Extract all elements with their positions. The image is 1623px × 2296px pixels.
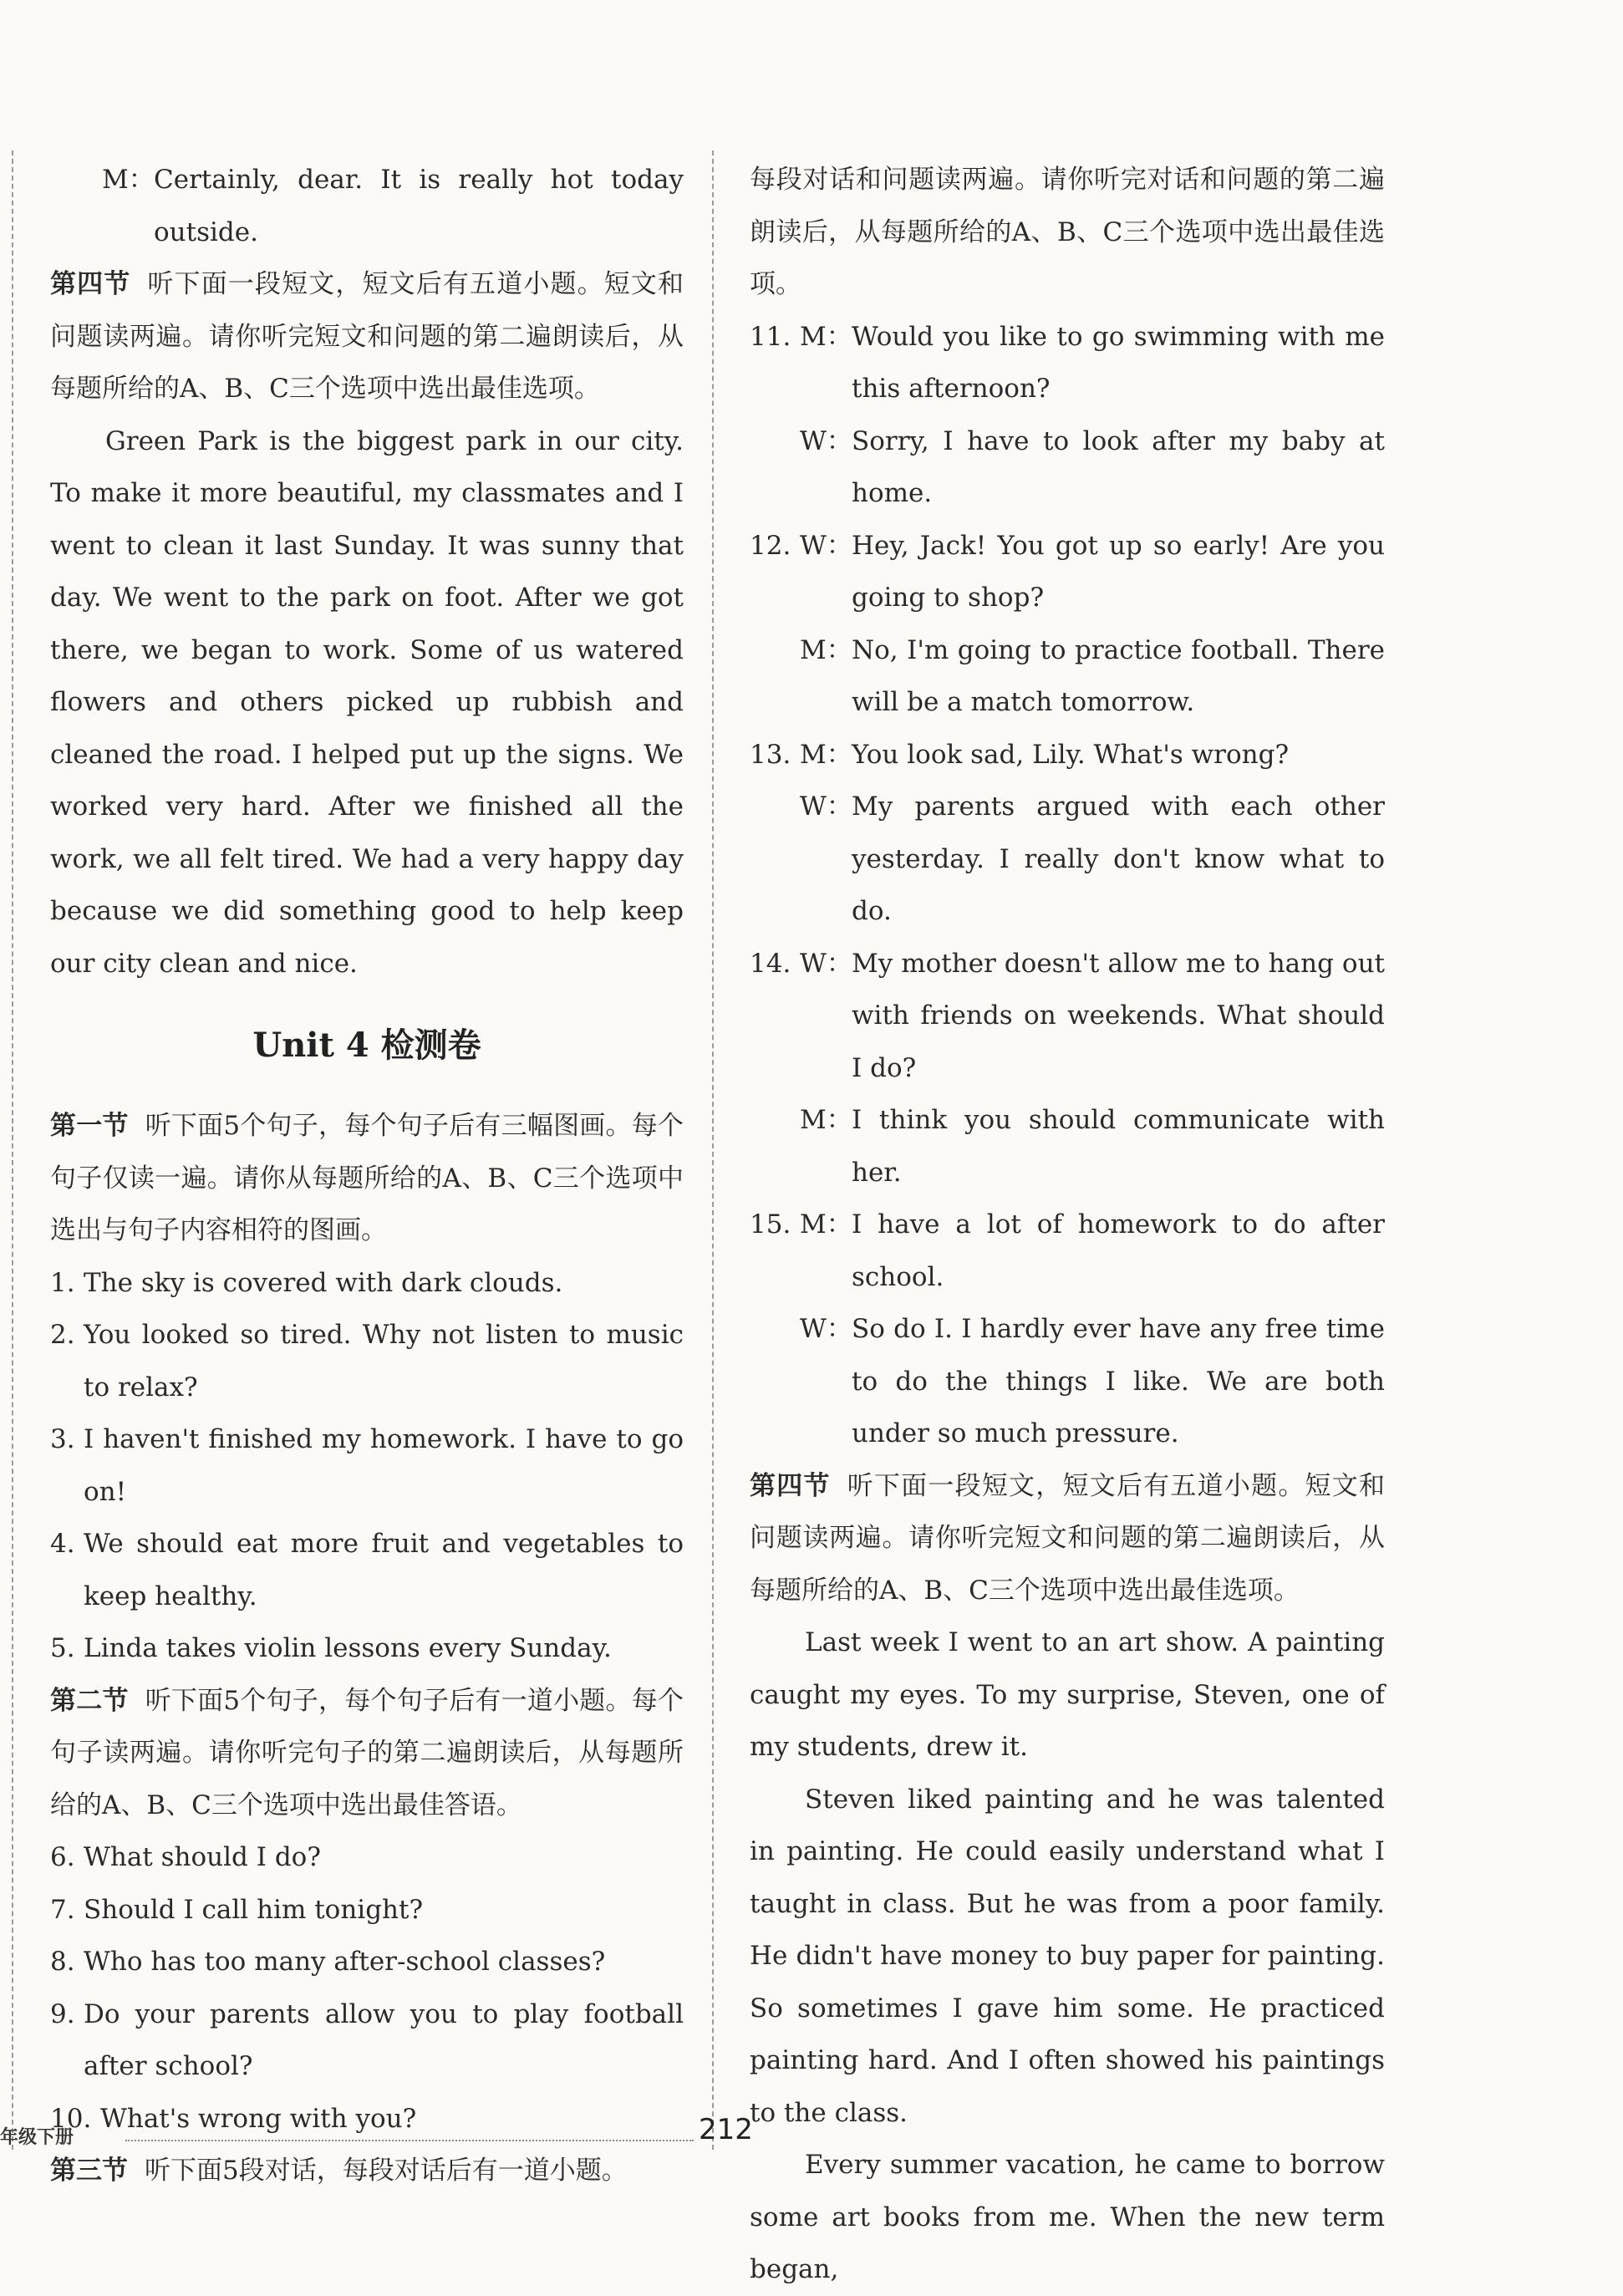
- dialog-text: No, I'm going to practice football. There will be a match tomorrow.: [852, 634, 1385, 717]
- section-3-instructions-continued: 每段对话和问题读两遍。请你听完对话和问题的第二遍朗读后，从每题所给的A、B、C三个选项中选出最佳选项。: [750, 165, 1385, 299]
- dialog-line: [750, 1303, 1385, 1460]
- section-title: 第三节: [50, 2156, 128, 2186]
- section-title: 第四节: [750, 1470, 831, 1501]
- item-number: 5.: [50, 1633, 75, 1663]
- dialog-11: [750, 311, 1385, 520]
- right-column: [750, 154, 1385, 2296]
- item-text: What should I do?: [84, 1842, 321, 1872]
- section-text: 听下面5个句子，每个句子后有一道小题。每个句子读两遍。请你听完句子的第二遍朗读后，从每题所给的A、B、C三个选项中选出最佳答语。: [50, 1685, 684, 1820]
- item-number: 11.: [750, 321, 791, 352]
- dialog-line: [750, 1094, 1385, 1199]
- list-item: [50, 1257, 684, 1310]
- item-number: 12.: [750, 530, 791, 561]
- item-number: 10.: [50, 2103, 92, 2134]
- section-text: 听下面5个句子，每个句子后有三幅图画。每个句子仅读一遍。请你从每题所给的A、B、C三个选项中选出与句子内容相符的图画。: [50, 1111, 684, 1245]
- dialog-line: [750, 938, 1385, 1095]
- item-number: 6.: [50, 1842, 75, 1872]
- dialog-line: [750, 415, 1385, 520]
- left-column: [50, 154, 684, 2197]
- item-text: The sky is covered with dark clouds.: [84, 1267, 563, 1298]
- dialog-line: [750, 624, 1385, 729]
- dialog-line: [750, 781, 1385, 938]
- dialog-line: [750, 520, 1385, 624]
- dialog-text: Would you like to go swimming with me this afternoon?: [852, 321, 1385, 404]
- item-text: Should I call him tonight?: [84, 1894, 424, 1925]
- dialog-13: [750, 729, 1385, 938]
- list-item: [50, 2093, 684, 2146]
- item-text: What's wrong with you?: [100, 2103, 417, 2134]
- item-text: You looked so tired. Why not listen to music to relax?: [84, 1320, 684, 1403]
- passage-green-park: Green Park is the biggest park in our city. To make it more beautiful, my classmates and I went to clean it last Sunday. It was sunny that day. We went to the park on foot. After we got there, we began to work. Some of us watered flowers and others picked up rubbish and cleaned the road. I helped put up the signs. We worked very hard. After we finished all the work, we all felt tired. We had a very happy day because we did something good to help keep our city clean and nice.: [50, 425, 684, 979]
- speaker: W：: [800, 425, 852, 456]
- section-text: 听下面5段对话，每段对话后有一道小题。: [145, 2156, 628, 2186]
- section-text: 听下面一段短文，短文后有五道小题。短文和问题读两遍。请你听完短文和问题的第二遍朗读后，从每题所给的A、B、C三个选项中选出最佳选项。: [50, 269, 684, 404]
- item-number: 15.: [750, 1209, 791, 1240]
- speaker: M：: [800, 1209, 852, 1240]
- section-4-instructions: [50, 258, 684, 415]
- list-item: [50, 1622, 684, 1675]
- dialog-line: [750, 1199, 1385, 1303]
- dialog-line: [750, 729, 1385, 781]
- item-text: I haven't finished my homework. I have to go on!: [84, 1424, 684, 1507]
- dialog-12: [750, 520, 1385, 729]
- item-number: 14.: [750, 948, 791, 979]
- passage-paragraph-3: Every summer vacation, he came to borrow some art books from me. When the new term began,: [750, 2150, 1385, 2284]
- section-1-instructions: [50, 1100, 684, 1257]
- binding-line-left: [12, 150, 13, 2150]
- section-4-instructions: [750, 1460, 1385, 1617]
- section-2-instructions: [50, 1675, 684, 1832]
- dialog-line: [750, 311, 1385, 415]
- speaker: W：: [800, 530, 852, 561]
- item-number: 4.: [50, 1529, 75, 1559]
- speaker: M：: [102, 165, 155, 195]
- item-number: 9.: [50, 1998, 75, 2029]
- dialog-text: Sorry, I have to look after my baby at home.: [852, 425, 1385, 508]
- item-text: We should eat more fruit and vegetables to keep healthy.: [84, 1529, 684, 1611]
- dialog-text: My mother doesn't allow me to hang out with friends on weekends. What should I do?: [852, 948, 1385, 1083]
- dialog-text: You look sad, Lily. What's wrong?: [852, 739, 1290, 770]
- section-title: 第二节: [50, 1685, 129, 1716]
- speaker: M：: [800, 634, 852, 665]
- binding-line-center: [712, 150, 714, 2150]
- speaker: M：: [800, 739, 852, 770]
- section-text: 听下面一段短文，短文后有五道小题。短文和问题读两遍。请你听完短文和问题的第二遍朗读后，从每题所给的A、B、C三个选项中选出最佳选项。: [750, 1470, 1386, 1606]
- item-number: 8.: [50, 1947, 75, 1977]
- passage-paragraph-2: Steven liked painting and he was talented in painting. He could easily understand what I taught in class. But he was from a poor family. He didn't have money to buy paper for painting. So sometimes I gave him some. He practiced painting hard. And I often showed his paintings to the class.: [750, 1784, 1385, 2128]
- speaker: W：: [800, 948, 852, 979]
- section-3-instructions: [50, 2145, 684, 2197]
- dialog-text: I think you should communicate with her.: [852, 1105, 1385, 1188]
- item-number: 3.: [50, 1424, 75, 1454]
- footer-divider: [125, 2140, 694, 2141]
- list-item: [50, 1518, 684, 1622]
- item-number: 13.: [750, 739, 791, 770]
- list-item: [50, 1309, 684, 1413]
- dialog-text: I have a lot of homework to do after school.: [852, 1209, 1385, 1292]
- item-text: Do your parents allow you to play football after school?: [84, 1998, 684, 2081]
- passage-paragraph-1: Last week I went to an art show. A painting caught my eyes. To my surprise, Steven, one of my students, drew it.: [750, 1627, 1385, 1762]
- item-text: Linda takes violin lessons every Sunday.: [84, 1633, 612, 1663]
- item-number: 7.: [50, 1894, 75, 1925]
- item-number: 2.: [50, 1320, 75, 1350]
- list-item: [50, 1884, 684, 1937]
- dialog-text: So do I. I hardly ever have any free time to do the things I like. We are both under so much pressure.: [852, 1314, 1385, 1448]
- list-item: [50, 1988, 684, 2093]
- speaker: W：: [800, 1314, 852, 1344]
- item-text: Who has too many after-school classes?: [84, 1947, 606, 1977]
- list-item: [50, 1831, 684, 1884]
- list-item: [50, 1413, 684, 1518]
- dialog-14: [750, 938, 1385, 1199]
- dialog-text: My parents argued with each other yesterday. I really don't know what to do.: [852, 792, 1385, 926]
- section-title: 第一节: [50, 1111, 129, 1141]
- dialog-15: [750, 1199, 1385, 1460]
- list-item: [50, 1936, 684, 1988]
- dialog-line-m: [50, 154, 684, 258]
- item-number: 1.: [50, 1267, 75, 1298]
- speaker: W：: [800, 792, 852, 822]
- dialog-text: Hey, Jack! You got up so early! Are you going to shop?: [852, 530, 1385, 613]
- footer-grade-label: 年级下册: [0, 2127, 74, 2148]
- speaker: M：: [800, 1105, 852, 1135]
- section-title: 第四节: [50, 269, 131, 299]
- dialog-text: Certainly, dear. It is really hot today outside.: [154, 165, 684, 247]
- speaker: M：: [800, 321, 852, 352]
- unit-title: Unit 4 检测卷: [252, 1026, 481, 1065]
- page-number: 212: [699, 2113, 753, 2146]
